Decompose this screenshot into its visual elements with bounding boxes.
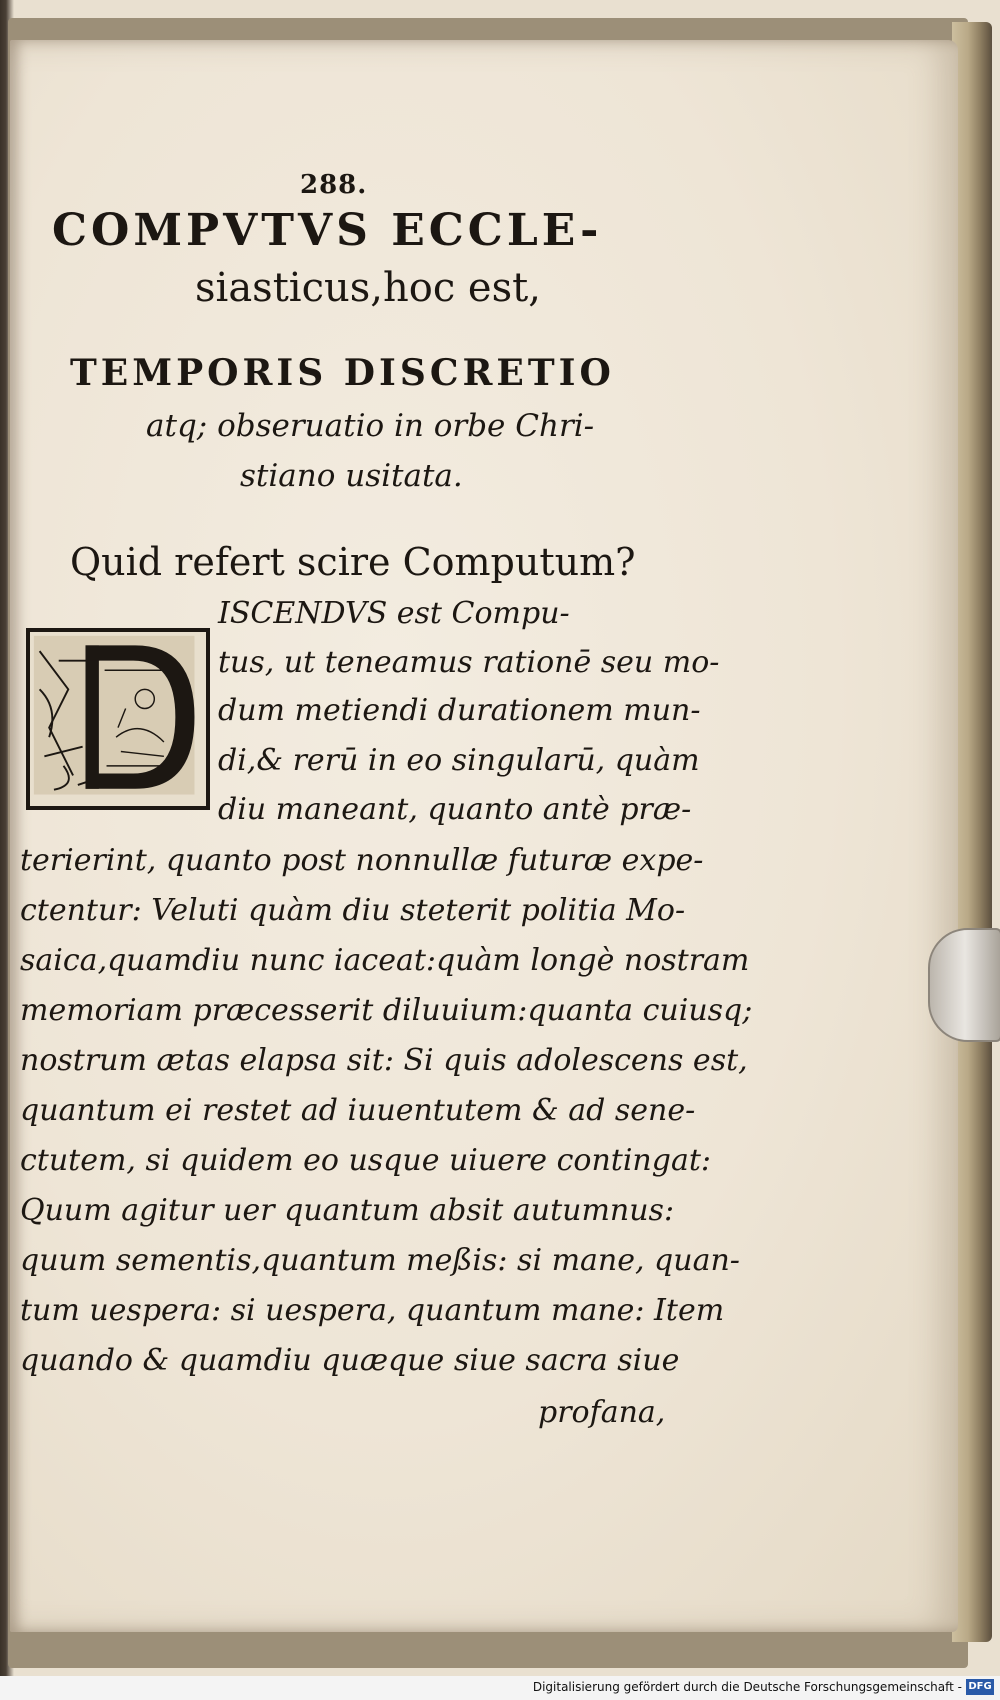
body-line: quum sementis,quantum meßis: si mane, quan-	[20, 1243, 740, 1278]
subtitle-line-1: TEMPORIS DISCRETIO	[70, 352, 615, 394]
body-line: ISCENDVS est Compu-	[218, 596, 570, 631]
body-line: ctutem, si quidem eo usque uiuere contingat:	[20, 1143, 712, 1178]
subtitle-line-3: stiano usitata.	[240, 458, 463, 494]
body-line: di,& rerū in eo singularū, quàm	[218, 743, 700, 778]
title-line-2: siasticus,hoc est,	[195, 265, 541, 311]
question-heading: Quid refert scire Computum?	[70, 540, 636, 584]
body-line: nostrum ætas elapsa sit: Si quis adolescens est,	[20, 1043, 748, 1078]
title-line-1: COMPVTVS ECCLE-	[52, 205, 603, 256]
digitization-footer	[0, 1676, 1000, 1700]
body-line: quando & quamdiu quæque siue sacra siue	[20, 1343, 680, 1378]
catchword: profana,	[538, 1395, 666, 1430]
body-line: memoriam præcesserit diluuium:quanta cuiusq;	[20, 993, 753, 1028]
body-line: ctentur: Veluti quàm diu steterit politia Mo-	[20, 893, 686, 928]
body-line: diu maneant, quanto antè præ-	[218, 792, 692, 827]
body-line: dum metiendi durationem mun-	[218, 693, 701, 728]
decorated-initial	[26, 628, 210, 810]
dfg-logo-icon: DFG	[966, 1679, 994, 1695]
body-line: quantum ei restet ad iuuentutem & ad sene-	[20, 1093, 696, 1128]
subtitle-line-2: atq; obseruatio in orbe Chri-	[146, 408, 595, 444]
page-number: 288.	[300, 170, 368, 200]
body-line: tum uespera: si uespera, quantum mane: Item	[20, 1293, 725, 1328]
woodcut-initial-icon	[30, 632, 206, 806]
body-line: saica,quamdiu nunc iaceat:quàm longè nostram	[20, 943, 750, 978]
body-line: terierint, quanto post nonnullæ futuræ expe-	[20, 843, 704, 878]
body-line: tus, ut teneamus rationē seu mo-	[218, 645, 720, 680]
footer-credit: Digitalisierung gefördert durch die Deutsche Forschungsgemeinschaft -	[532, 1680, 962, 1694]
body-line: Quum agitur uer quantum absit autumnus:	[20, 1193, 675, 1228]
